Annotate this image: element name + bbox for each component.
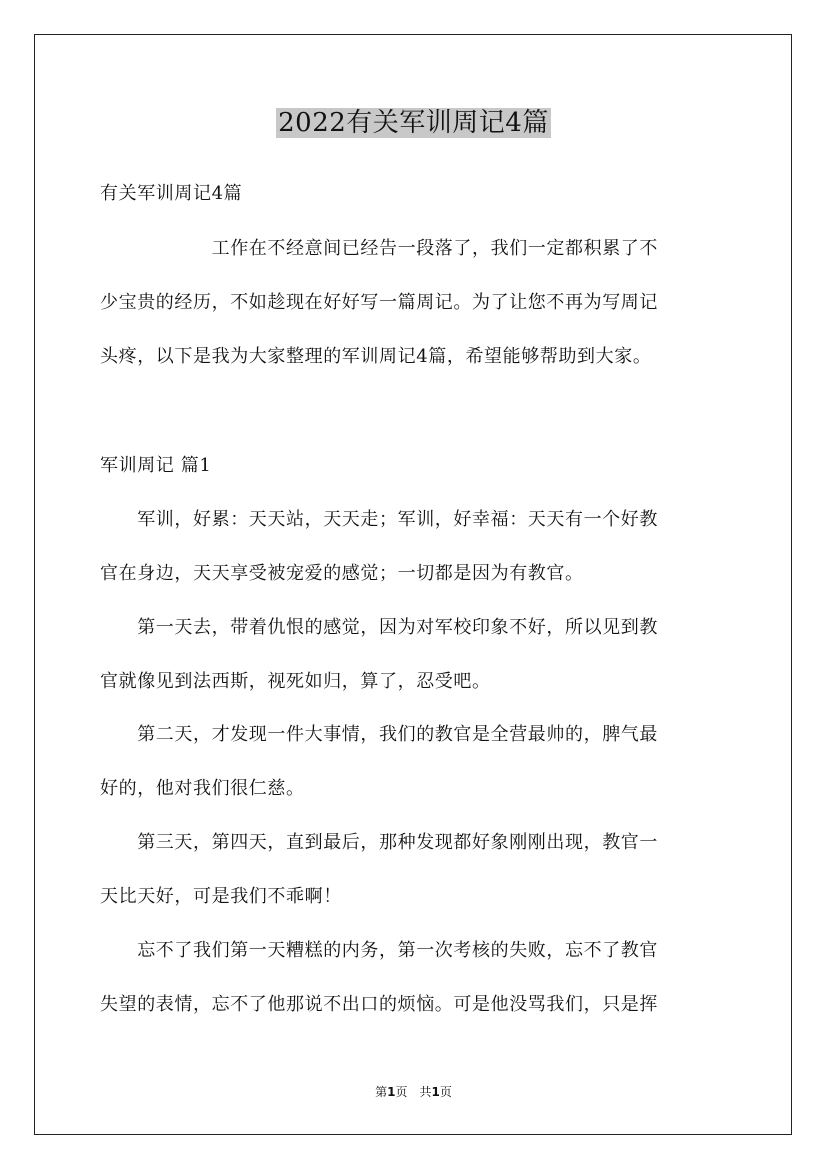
document-title: [0, 104, 827, 142]
footer-page-suffix: 页: [439, 1085, 452, 1099]
intro-line-2: 少宝贵的经历，不如趁现在好好写一篇周记。为了让您不再为写周记: [100, 292, 658, 313]
footer-page-prefix: 第: [375, 1085, 388, 1099]
body-line-1: 军训，好累：天天站，天天走；军训，好幸福：天天有一个好教: [100, 509, 658, 530]
intro-line-3: 头疼，以下是我为大家整理的军训周记4篇，希望能够帮助到大家。: [100, 346, 652, 367]
body-line-8: 天比天好，可是我们不乖啊！: [100, 886, 342, 907]
footer-page-current: 1: [387, 1085, 396, 1099]
body-line-2: 官在身边，天天享受被宠爱的感觉；一切都是因为有教官。: [100, 563, 584, 584]
body-line-10: 失望的表情，忘不了他那说不出口的烦恼。可是他没骂我们，只是挥: [100, 994, 658, 1015]
page-footer: [0, 1084, 827, 1100]
body-line-9: 忘不了我们第一天糟糕的内务，第一次考核的失败，忘不了教官: [100, 940, 658, 961]
body-line-5: 第二天，才发现一件大事情，我们的教官是全营最帅的，脾气最: [100, 724, 658, 745]
body-line-6: 好的，他对我们很仁慈。: [100, 778, 305, 799]
footer-page-total: 1: [431, 1085, 440, 1099]
document-subtitle: 有关军训周记4篇: [100, 183, 243, 204]
intro-line-1: 工作在不经意间已经告一段落了，我们一定都积累了不: [100, 238, 658, 259]
body-line-7: 第三天，第四天，直到最后，那种发现都好象刚刚出现，教官一: [100, 832, 658, 853]
footer-page-mid: 页 共: [395, 1085, 432, 1099]
document-title-text: 2022有关军训周记4篇: [278, 108, 549, 138]
section-heading: 军训周记 篇1: [100, 455, 212, 476]
body-line-4: 官就像见到法西斯，视死如归，算了，忍受吧。: [100, 671, 491, 692]
body-line-3: 第一天去，带着仇恨的感觉，因为对军校印象不好，所以见到教: [100, 617, 658, 638]
